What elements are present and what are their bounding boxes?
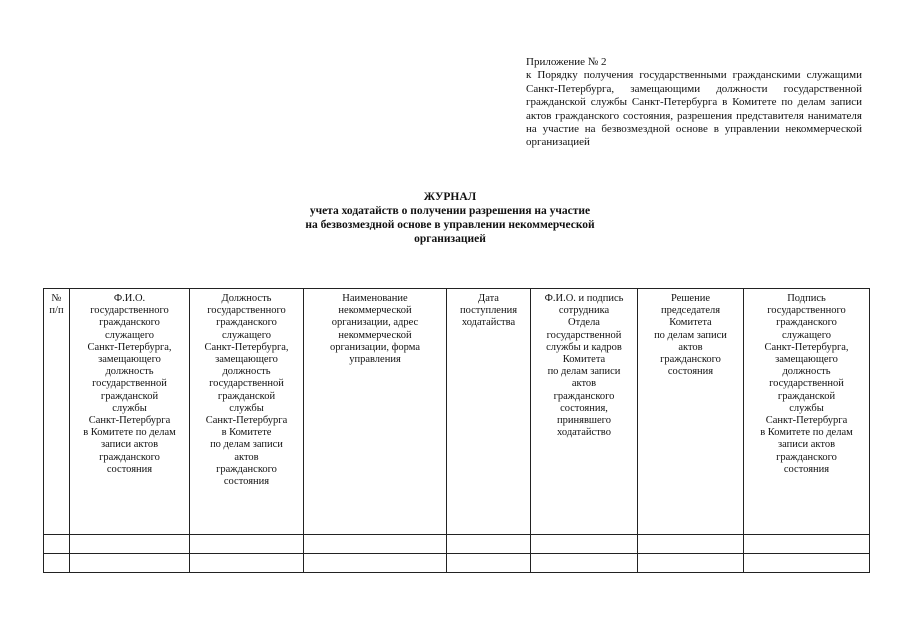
appendix-title: Приложение № 2 — [526, 56, 607, 68]
column-header-fio: Ф.И.О. государственного гражданского служащего Санкт-Петербурга, замещающего должность государственной гражданской службы Санкт-Петербурга в Комитете по делам записи актов гражданского состояния — [70, 289, 190, 535]
table-row — [44, 554, 870, 573]
table-cell — [447, 554, 531, 573]
column-header-position: Должность государственного гражданского служащего Санкт-Петербурга, замещающего должность государственной гражданской службы Санкт-Петербурга в Комитете по делам записи актов гражданского состояния — [190, 289, 304, 535]
table-cell — [70, 535, 190, 554]
table-cell — [638, 535, 744, 554]
table-cell — [44, 535, 70, 554]
journal-heading — [270, 190, 630, 246]
table-cell — [304, 554, 447, 573]
table-cell — [304, 535, 447, 554]
appendix-text: к Порядку получения государственными гражданскими служащими Санкт-Петербурга, замещающими должности государственной гражданской службы Санкт-Петербурга в Комитете по делам записи актов гражданского состояния, разрешения представителя нанимателя на участие на безвозмездной основе в управлении некоммерческой организацией — [526, 69, 862, 149]
table-cell — [531, 535, 638, 554]
column-header-signature: Подпись государственного гражданского служащего Санкт-Петербурга, замещающего должность государственной гражданской службы Санкт-Петербурга в Комитете по делам записи актов гражданского состояния — [744, 289, 870, 535]
appendix-note — [526, 56, 862, 150]
table-cell — [44, 554, 70, 573]
table-cell — [447, 535, 531, 554]
table-cell — [531, 554, 638, 573]
table-cell — [744, 554, 870, 573]
journal-subtitle-line-3: организацией — [414, 233, 486, 245]
table-cell — [190, 554, 304, 573]
table-row — [44, 535, 870, 554]
journal-subtitle-line-1: учета ходатайств о получении разрешения на участие — [309, 205, 591, 217]
column-header-number: № п/п — [44, 289, 70, 535]
column-header-organization: Наименование некоммерческой организации, адрес некоммерческой организации, форма управления — [304, 289, 447, 535]
column-header-decision: Решение председателя Комитета по делам записи актов гражданского состояния — [638, 289, 744, 535]
table-cell — [70, 554, 190, 573]
column-header-date: Дата поступления ходатайства — [447, 289, 531, 535]
table-cell — [744, 535, 870, 554]
journal-subtitle-line-2: на безвозмездной основе в управлении некоммерческой — [305, 219, 595, 231]
table-cell — [190, 535, 304, 554]
table-cell — [638, 554, 744, 573]
journal-title: ЖУРНАЛ — [423, 191, 477, 203]
column-header-hr-employee: Ф.И.О. и подпись сотрудника Отдела государственной службы и кадров Комитета по делам записи актов гражданского состояния, принявшего ходатайство — [531, 289, 638, 535]
table-header-row — [44, 289, 870, 535]
journal-table — [43, 288, 870, 573]
